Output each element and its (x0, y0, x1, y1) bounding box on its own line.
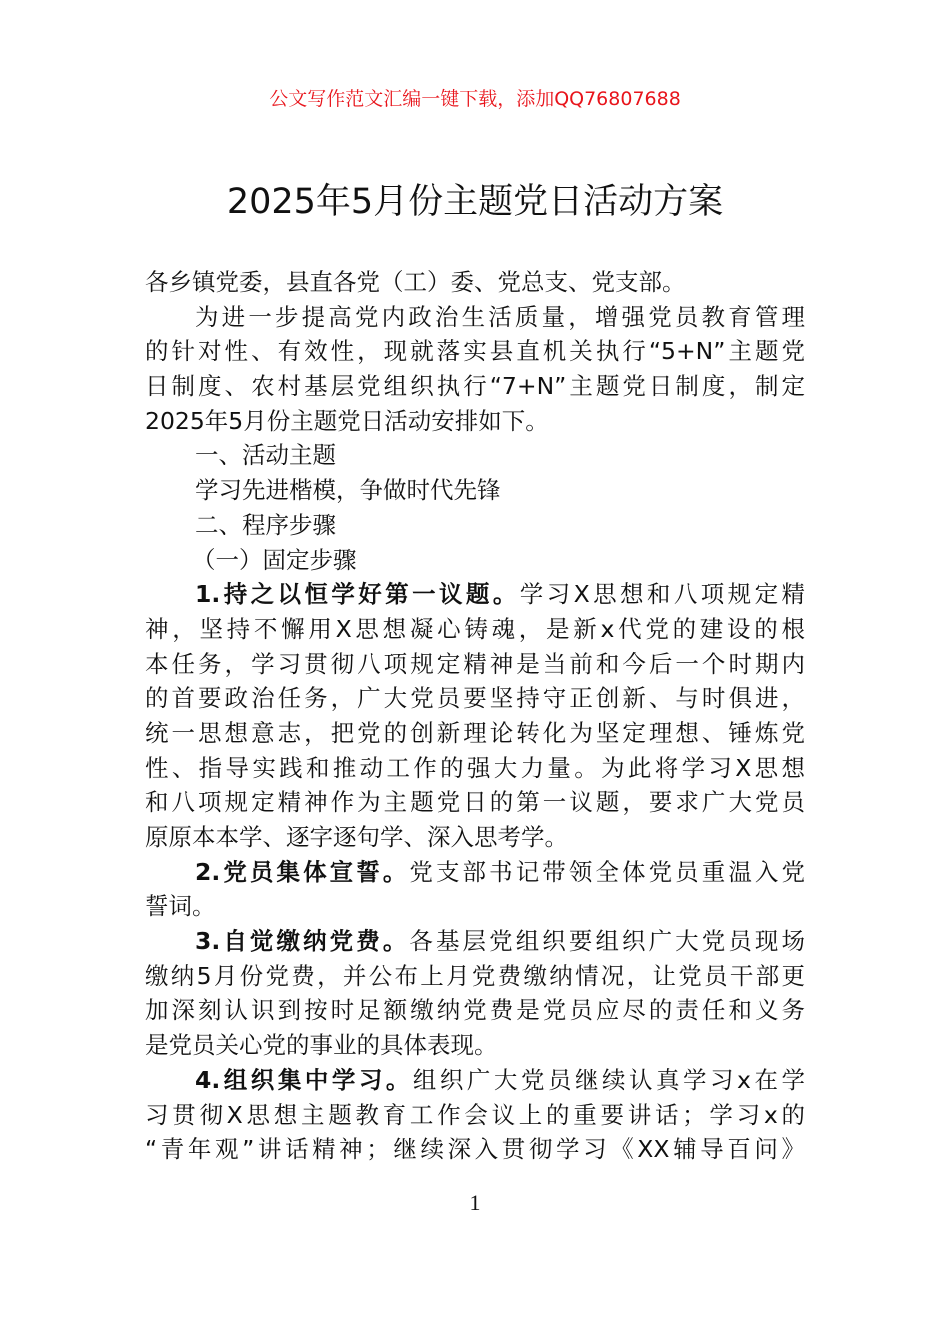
line-text: 性、指导实践和推动工作的强大力量。为此将学习X思想 (145, 753, 805, 782)
page-number: 1 (469, 1190, 481, 1215)
document-body (145, 265, 805, 1167)
text-line (145, 473, 805, 508)
text-line (145, 855, 805, 890)
text-line (145, 681, 805, 716)
line-text: 习贯彻X思想主题教育工作会议上的重要讲话；学习x的 (145, 1100, 805, 1129)
line-text: 神，坚持不懈用X思想凝心铸魂，是新x代党的建设的根 (145, 614, 805, 643)
text-line (145, 438, 805, 473)
text-line (145, 612, 805, 647)
text-line (145, 265, 805, 300)
text-line (145, 1063, 805, 1098)
line-text: “青年观”讲话精神；继续深入贯彻学习《XX辅导百问》 (145, 1135, 805, 1164)
line-text: 一、活动主题 (195, 441, 336, 470)
text-line (145, 1098, 805, 1133)
text-line (145, 751, 805, 786)
line-text: 2025年5月份主题党日活动安排如下。 (145, 406, 549, 435)
line-text: 加深刻认识到按时足额缴纳党费是党员应尽的责任和义务 (145, 996, 805, 1025)
text-line (145, 543, 805, 578)
line-text: 学习先进楷模，争做时代先锋 (195, 476, 501, 505)
section-heading: 2.党员集体宣誓。 (195, 857, 410, 886)
line-text: 党支部书记带领全体党员重温入党 (409, 857, 805, 886)
line-text: 各基层党组织要组织广大党员现场 (409, 927, 805, 956)
section-heading: 3.自觉缴纳党费。 (195, 927, 410, 956)
line-text: 的首要政治任务，广大党员要坚持守正创新、与时俱进， (145, 684, 805, 713)
text-line (145, 508, 805, 543)
text-line (145, 716, 805, 751)
text-line (145, 369, 805, 404)
text-line (145, 647, 805, 682)
document-title: 2025年5月份主题党日活动方案 (226, 182, 724, 222)
line-text: 组织广大党员继续认真学习x在学 (412, 1065, 805, 1094)
line-text: 誓词。 (145, 892, 216, 921)
download-banner: 公文写作范文汇编一键下载，添加QQ76807688 (269, 88, 681, 110)
line-text: 和八项规定精神作为主题党日的第一议题，要求广大党员 (145, 788, 805, 817)
text-line (145, 1028, 805, 1063)
text-line (145, 1132, 805, 1167)
line-text: 日制度、农村基层党组织执行“7+N”主题党日制度，制定 (145, 372, 805, 401)
text-line (145, 820, 805, 855)
line-text: 为进一步提高党内政治生活质量，增强党员教育管理 (195, 302, 805, 331)
text-line (145, 924, 805, 959)
text-line (145, 993, 805, 1028)
text-line (145, 300, 805, 335)
text-line (145, 785, 805, 820)
line-text: 二、程序步骤 (195, 510, 336, 539)
section-heading: 1.持之以恒学好第一议题。 (195, 580, 520, 609)
line-text: 统一思想意志，把党的创新理论转化为坚定理想、锤炼党 (145, 718, 805, 747)
line-text: 学习X思想和八项规定精 (519, 580, 805, 609)
text-line (145, 889, 805, 924)
text-line (145, 334, 805, 369)
line-text: 缴纳5月份党费，并公布上月党费缴纳情况，让党员干部更 (145, 961, 805, 990)
section-heading: 4.组织集中学习。 (195, 1065, 413, 1094)
text-line (145, 577, 805, 612)
line-text: 的针对性、有效性，现就落实县直机关执行“5+N”主题党 (145, 337, 805, 366)
line-text: 是党员关心党的事业的具体表现。 (145, 1031, 498, 1060)
line-text: 原原本本学、逐字逐句学、深入思考学。 (145, 823, 568, 851)
line-text: （一）固定步骤 (192, 545, 357, 574)
line-text: 各乡镇党委，县直各党（工）委、党总支、党支部。 (145, 268, 686, 296)
text-line (145, 404, 805, 439)
line-text: 本任务，学习贯彻八项规定精神是当前和今后一个时期内 (145, 649, 805, 678)
text-line (145, 959, 805, 994)
